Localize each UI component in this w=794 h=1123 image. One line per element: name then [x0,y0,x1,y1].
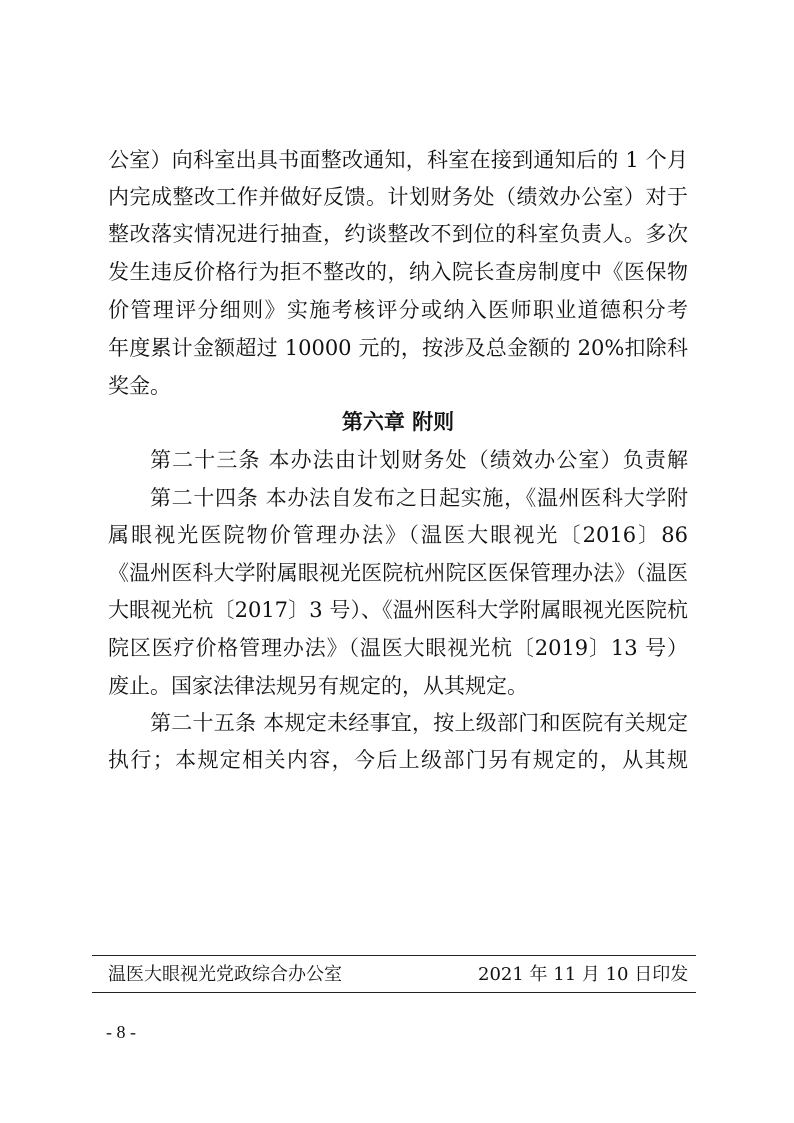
article-24-line: 第二十四条 本办法自发布之日起实施，《温州医科大学附 [150,486,688,510]
body-line: 内完成整改工作并做好反馈。计划财务处（绩效办公室）对于 [108,185,688,209]
article-25-line: 第二十五条 本规定未经事宜，按上级部门和医院有关规定 [150,711,688,735]
article-24-line: 大眼视光杭〔2017〕3 号）、《温州医科大学附属眼视光医院杭 [108,598,688,622]
page-number: - 8 - [106,1022,136,1042]
article-24-line: 属眼视光医院物价管理办法》（温医大眼视光〔2016〕86 [108,523,688,547]
body-line: 发生违反价格行为拒不整改的，纳入院长查房制度中《医保物 [108,260,688,284]
body-line: 公室）向科室出具书面整改通知，科室在接到通知后的 1 个月 [108,148,688,172]
chapter-title: 第六章 附则 [341,410,455,434]
article-24-line: 《温州医科大学附属眼视光医院杭州院区医保管理办法》（温医 [108,561,688,585]
body-line: 整改落实情况进行抽查，约谈整改不到位的科室负责人。多次 [108,222,688,246]
footer-bottom-rule [92,992,696,993]
footer-top-rule [92,955,696,956]
body-line: 价管理评分细则》实施考核评分或纳入医师职业道德积分考 [108,298,688,322]
article-25-line: 执行；本规定相关内容，今后上级部门另有规定的，从其规 [108,748,688,772]
body-line: 奖金。 [108,374,171,398]
article-24-line: 废止。国家法律法规另有规定的，从其规定。 [108,674,528,698]
issuer-name: 温医大眼视光党政综合办公室 [108,964,342,985]
article-23-line: 第二十三条 本办法由计划财务处（绩效办公室）负责解 [150,448,688,472]
article-24-line: 院区医疗价格管理办法》（温医大眼视光杭〔2019〕13 号） [108,636,688,660]
body-line: 年度累计金额超过 10000 元的，按涉及总金额的 20%扣除科 [108,336,688,360]
issue-date: 2021 年 11 月 10 日印发 [478,964,689,985]
